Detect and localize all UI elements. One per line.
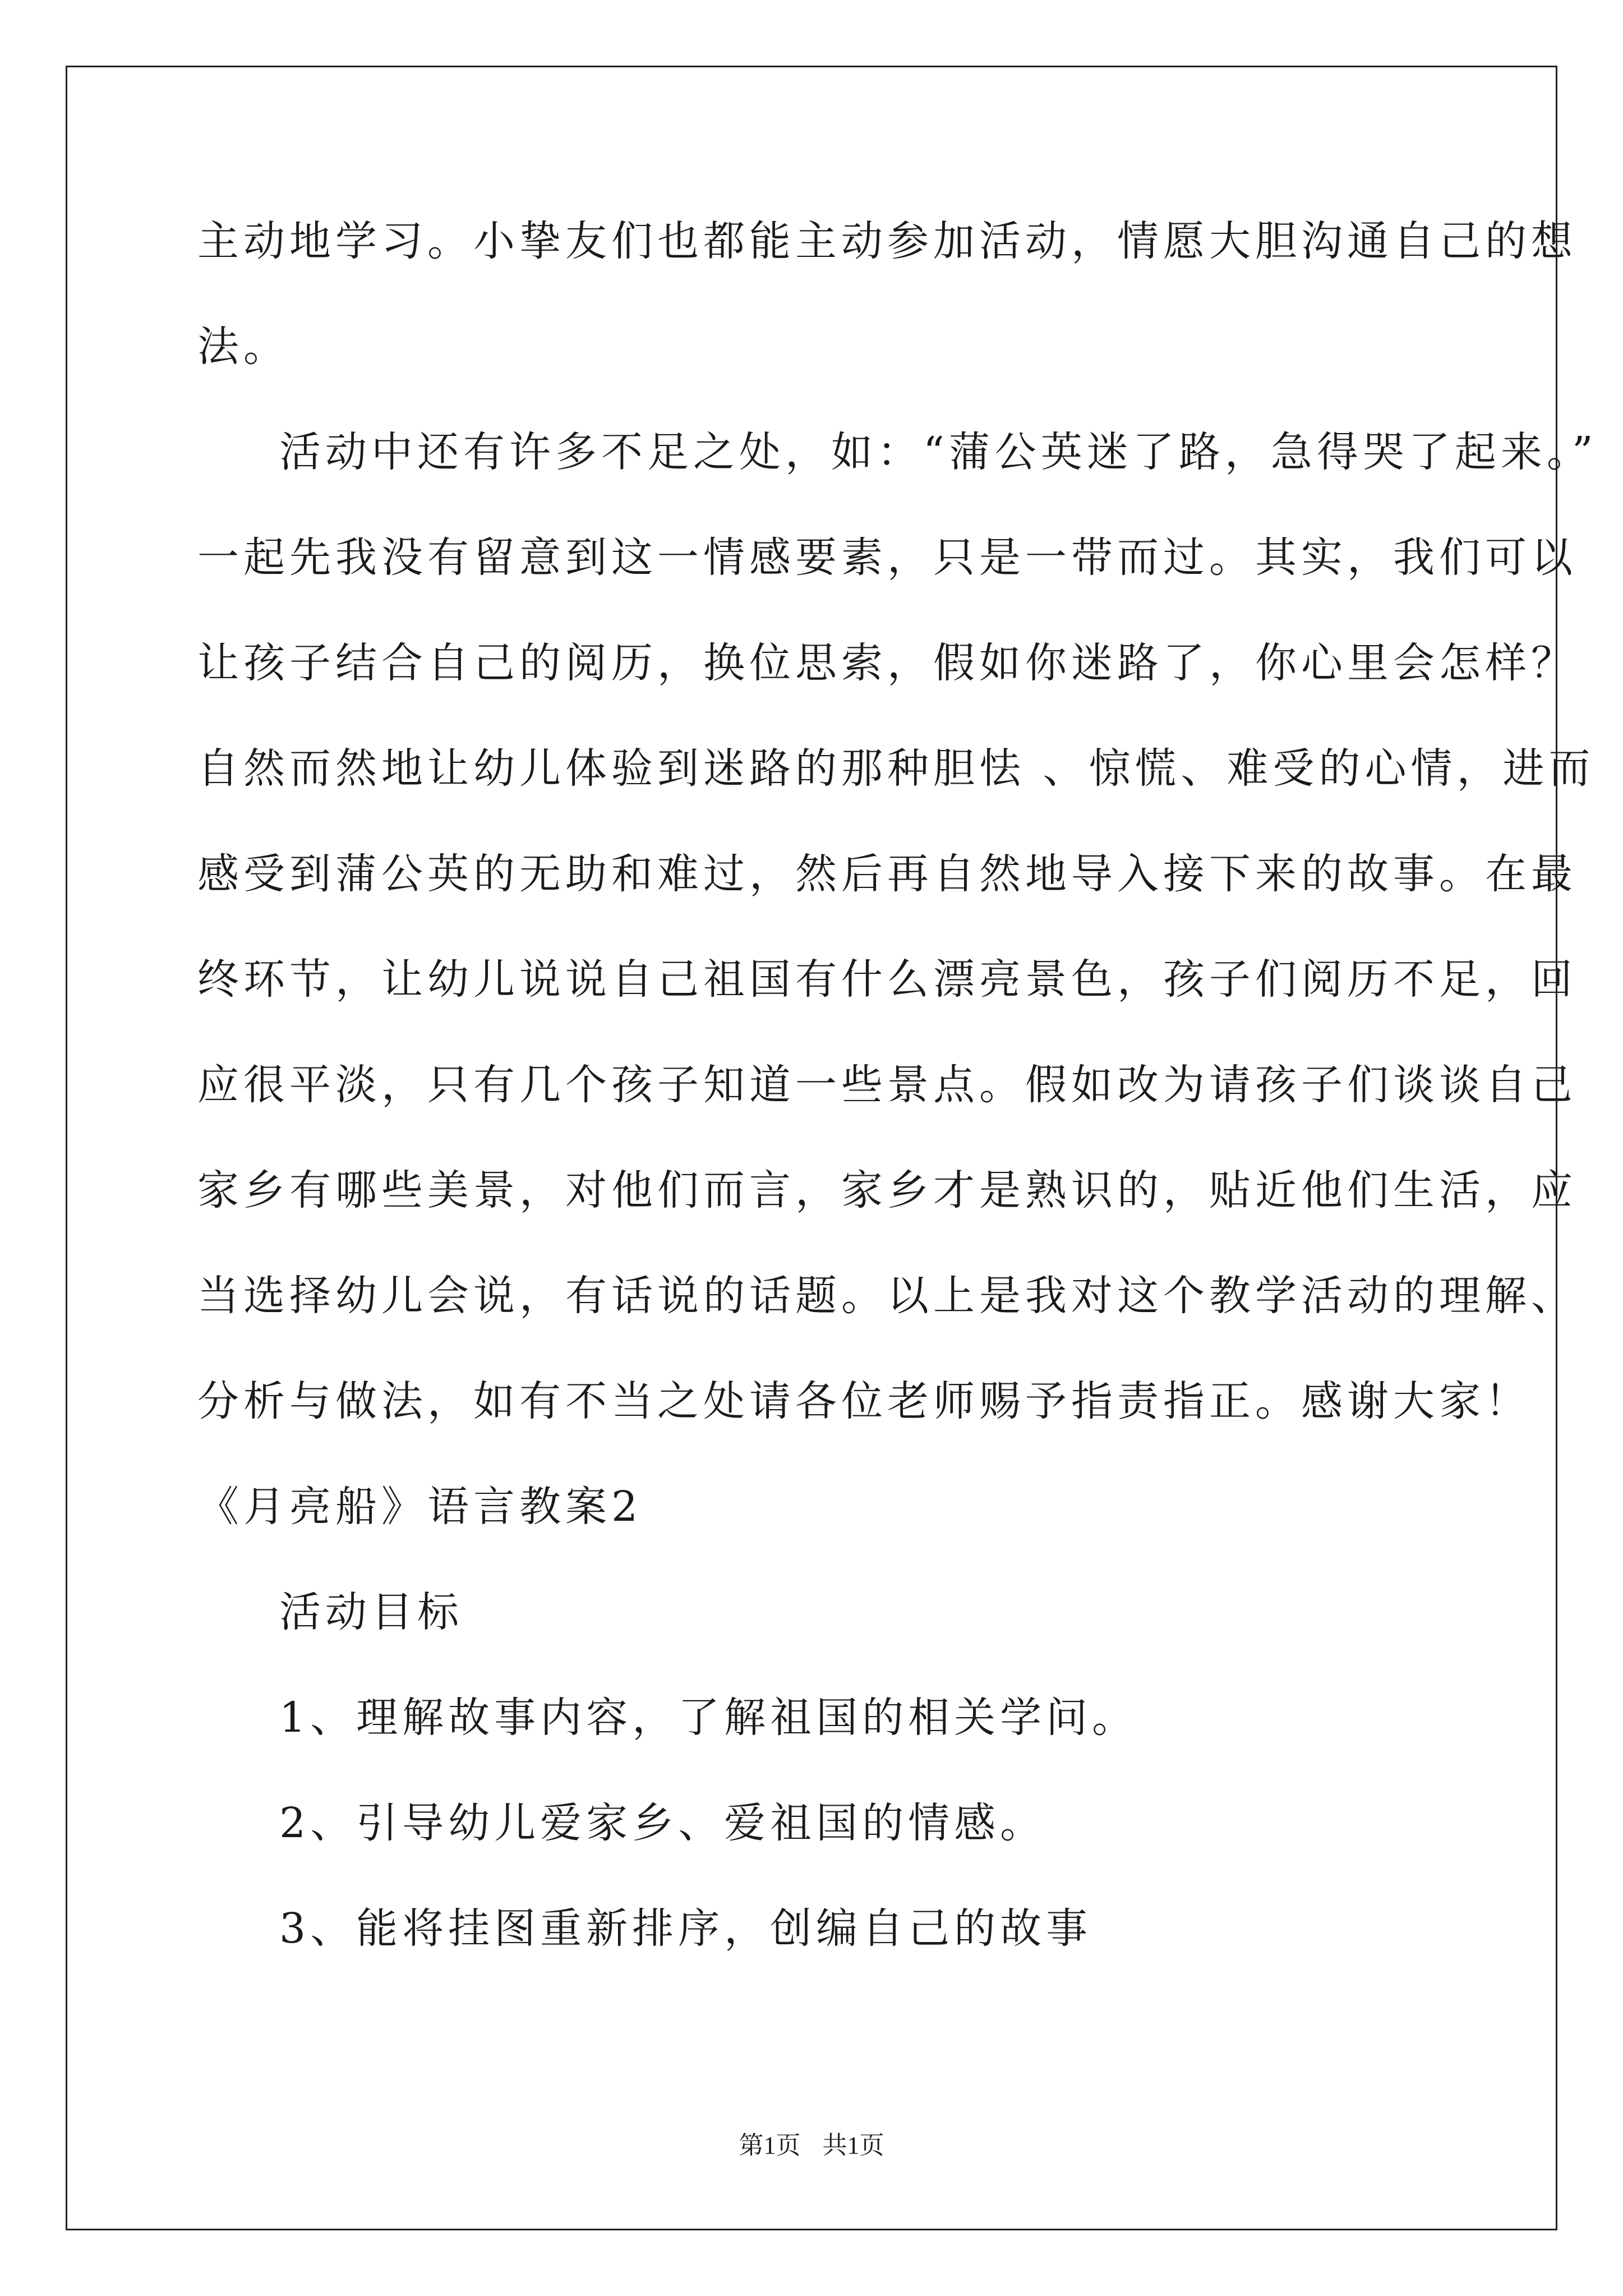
paragraph-line: 感受到蒲公英的无助和难过，然后再自然地导入接下来的故事。在最 [197, 850, 1577, 898]
paragraph-line: 分析与做法，如有不当之处请各位老师赐予指责指正。感谢大家！ [197, 1377, 1531, 1425]
paragraph-line: 家乡有哪些美景，对他们而言，家乡才是熟识的，贴近他们生活，应 [197, 1166, 1577, 1214]
page-total: 共1页 [822, 2132, 884, 2159]
paragraph-line: 当选择幼儿会说，有话说的话题。以上是我对这个教学活动的理解、 [197, 1272, 1577, 1320]
list-item: 1、理解故事内容，了解祖国的相关学问。 [279, 1694, 1138, 1742]
paragraph-line: 应很平淡，只有几个孩子知道一些景点。假如改为请孩子们谈谈自己 [197, 1061, 1577, 1109]
paragraph-line: 法。 [197, 323, 289, 371]
page-footer [0, 2129, 1623, 2162]
section-heading: 《月亮船》语言教案2 [197, 1483, 643, 1531]
paragraph-line: 活动中还有许多不足之处，如：“蒲公英迷了路，急得哭了起来。” [279, 428, 1598, 476]
paragraph-line: 自然而然地让幼儿体验到迷路的那种胆怯 、惊慌、难受的心情，进而 [197, 744, 1595, 793]
paragraph-line: 主动地学习。小挚友们也都能主动参加活动，情愿大胆沟通自己的想 [197, 217, 1577, 265]
paragraph-line: 让孩子结合自己的阅历，换位思索，假如你迷路了，你心里会怎样？ [197, 639, 1577, 687]
list-item: 2、引导幼儿爱家乡、爱祖国的情感。 [279, 1799, 1046, 1847]
page-number: 第1页 [739, 2132, 801, 2159]
subheading: 活动目标 [279, 1588, 463, 1636]
paragraph-line: 一起先我没有留意到这一情感要素，只是一带而过。其实，我们可以 [197, 533, 1577, 582]
list-item: 3、能将挂图重新排序，创编自己的故事 [279, 1904, 1092, 1953]
paragraph-line: 终环节，让幼儿说说自己祖国有什么漂亮景色，孩子们阅历不足，回 [197, 955, 1577, 1004]
